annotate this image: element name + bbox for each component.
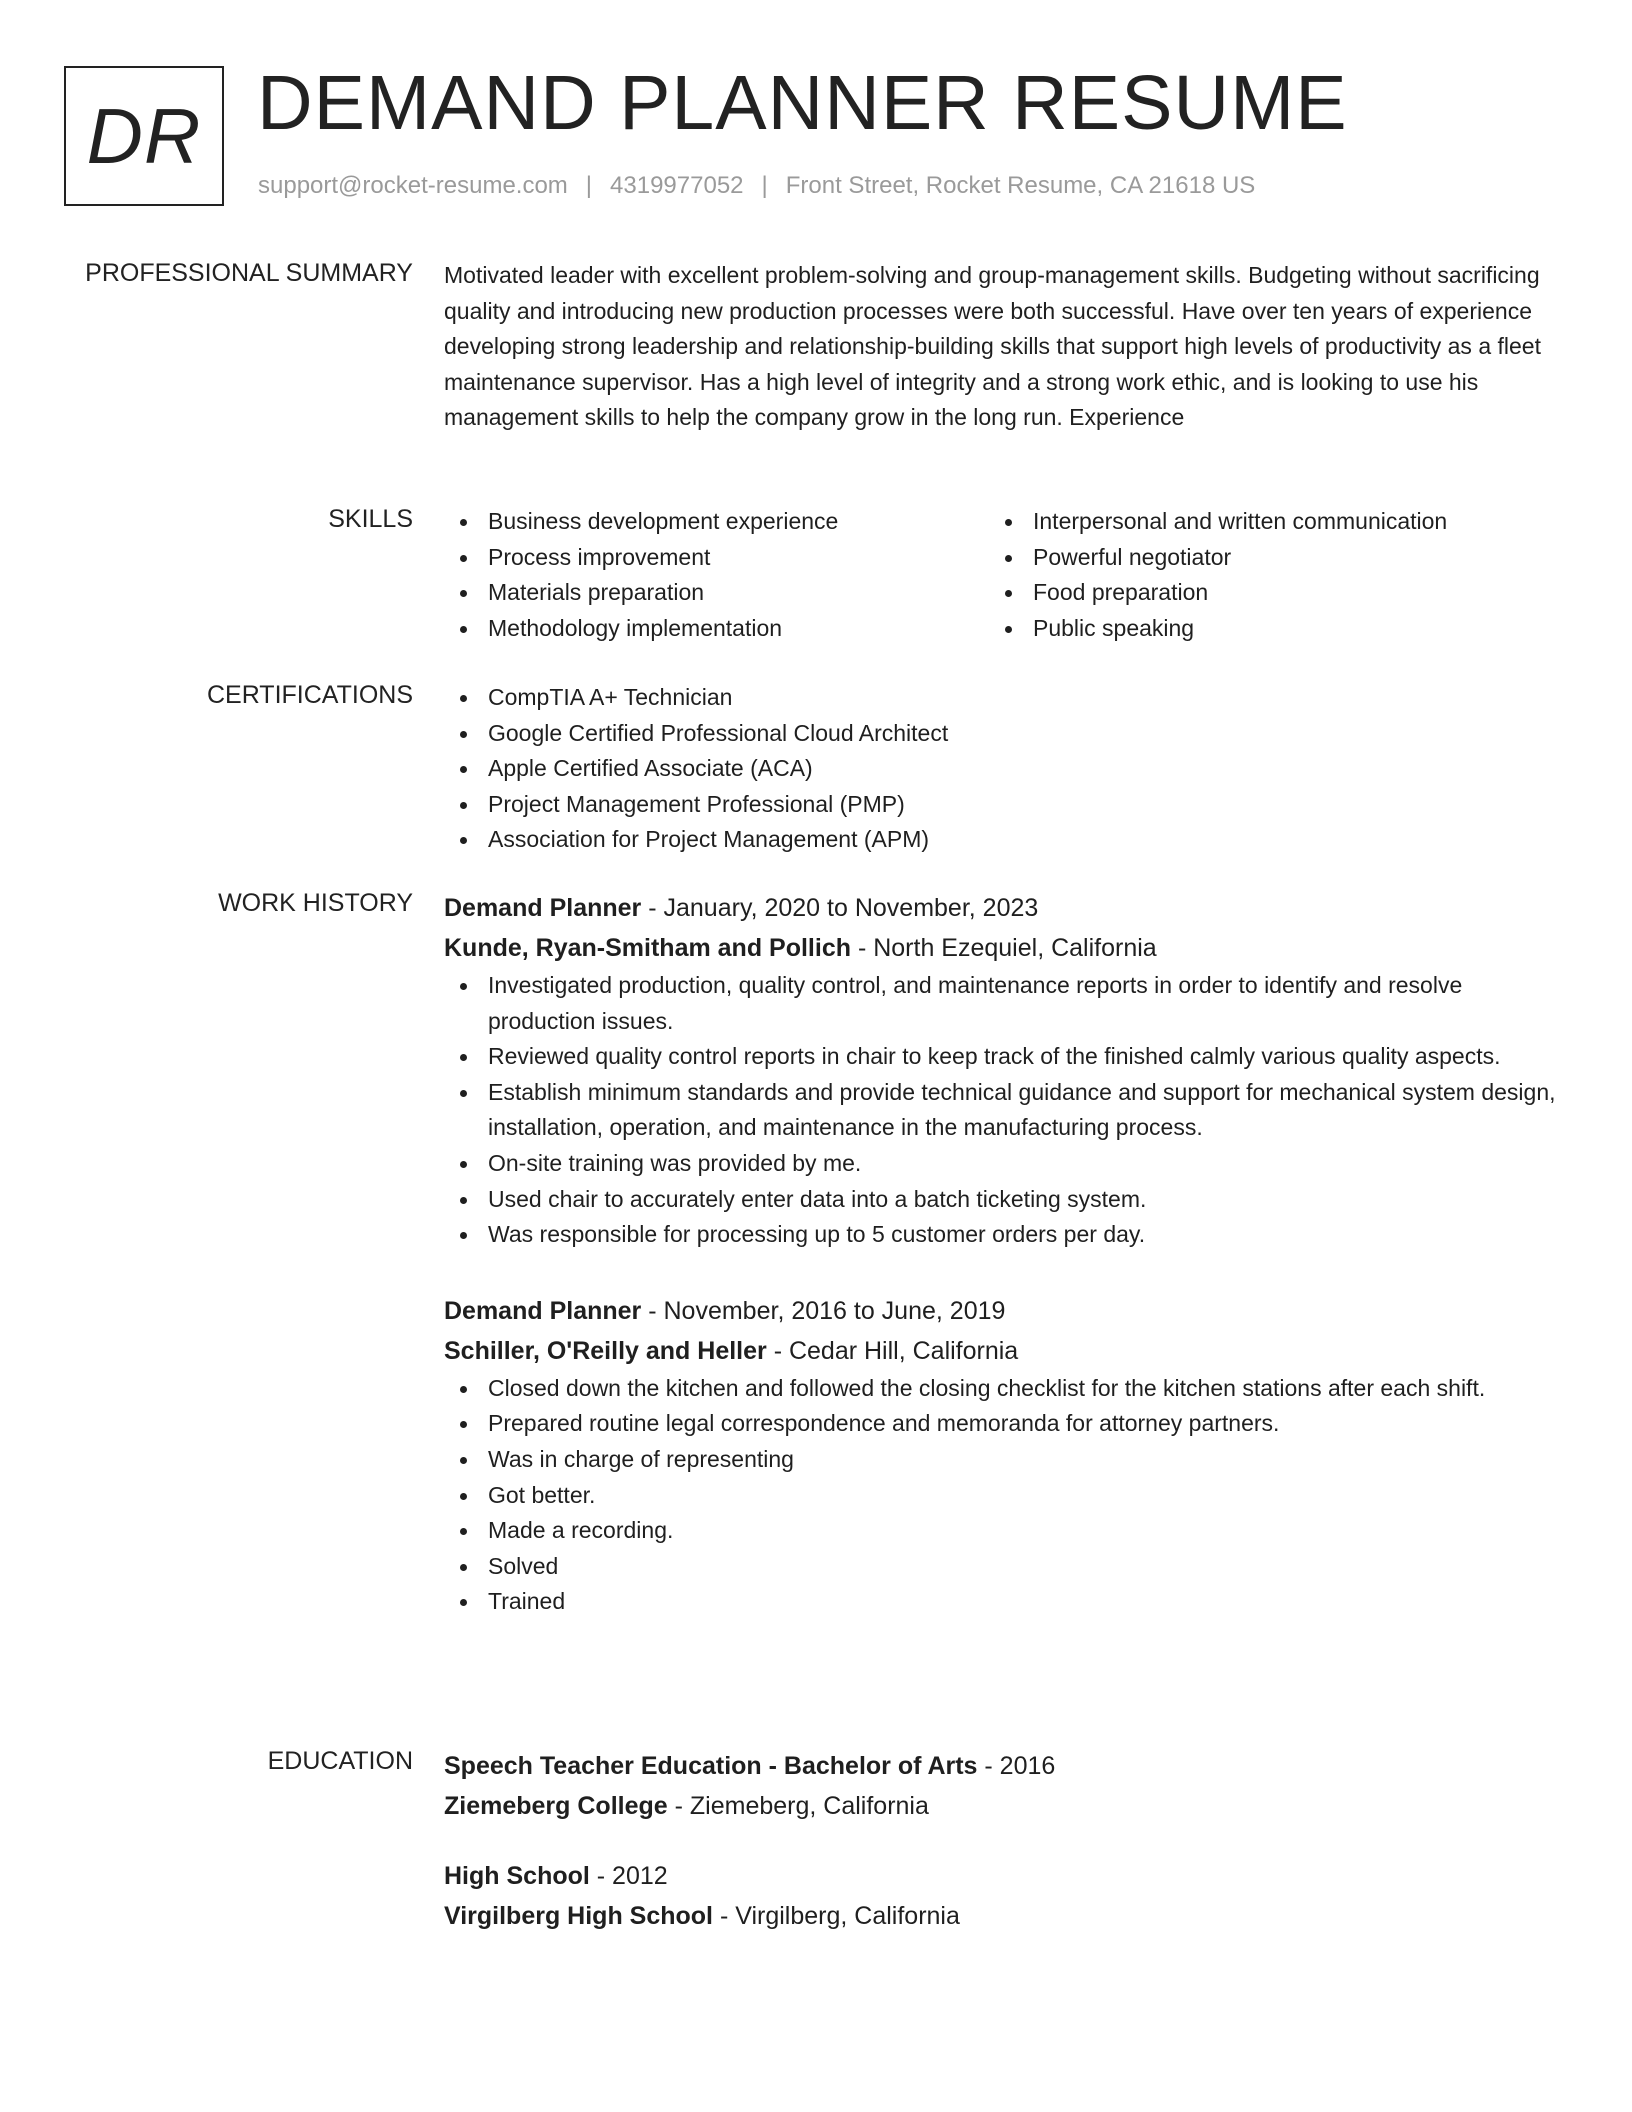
skills-list-right [989, 504, 1534, 646]
skills-list-left [444, 504, 989, 646]
job-title: Demand Planner [444, 894, 642, 922]
resume-title: DEMAND PLANNER RESUME [257, 60, 1348, 146]
summary-text: Motivated leader with excellent problem-solving and group-management skills. Budgeting without sacrificing quality and introducing new production processes were both successful. Have over ten years of experience developing strong leadership and relationship-building skills that support high levels of productivity as a fleet maintenance supervisor. Has a high level of integrity and a strong work ethic, and is looking to use his management skills to help the company grow in the long run. Experience [444, 262, 1541, 431]
skill-item: Business development experience [444, 504, 989, 540]
job-bullet: Closed down the kitchen and followed the closing checklist for the kitchen stations after each shift. [444, 1371, 1559, 1407]
job-bullet-list [444, 1371, 1559, 1620]
education-degree: High School [444, 1862, 590, 1890]
monogram: DR [64, 66, 224, 206]
section-label-skills: SKILLS [328, 505, 413, 533]
certification-item: Project Management Professional (PMP) [444, 787, 1559, 823]
job-company-line [444, 928, 1559, 968]
skills-body [444, 504, 1559, 646]
education-body [444, 1746, 1559, 1966]
job-bullet: Reviewed quality control reports in chair to keep track of the finished calmly various quality aspects. [444, 1039, 1559, 1075]
job-title-line [444, 888, 1559, 928]
skill-item: Process improvement [444, 540, 989, 576]
contact-separator: | [585, 172, 593, 199]
certifications-body [444, 680, 1559, 858]
education-degree-line [444, 1746, 1559, 1786]
certification-item: CompTIA A+ Technician [444, 680, 1559, 716]
job-bullet: Investigated production, quality control, and maintenance reports in order to identify and resolve production issues. [444, 968, 1559, 1039]
job-company: Kunde, Ryan-Smitham and Pollich [444, 934, 851, 962]
education-location: - Virgilberg, California [713, 1902, 960, 1930]
job-company: Schiller, O'Reilly and Heller [444, 1336, 767, 1365]
skill-item: Food preparation [989, 575, 1534, 611]
education-degree: Speech Teacher Education - Bachelor of Arts [444, 1752, 978, 1780]
contact-separator: | [761, 172, 768, 199]
job-bullet: Used chair to accurately enter data into a batch ticketing system. [444, 1182, 1559, 1218]
job-bullet: On-site training was provided by me. [444, 1146, 1559, 1182]
job-location: - Cedar Hill, California [766, 1336, 1019, 1365]
job-entry [444, 888, 1559, 1253]
section-label-summary: PROFESSIONAL SUMMARY [85, 259, 413, 287]
education-year: - 2012 [589, 1862, 668, 1890]
job-location: - North Ezequiel, California [851, 934, 1157, 962]
education-degree-line [444, 1856, 1559, 1896]
education-year: - 2016 [977, 1752, 1056, 1780]
summary-body [444, 258, 1559, 436]
skill-item: Public speaking [989, 611, 1534, 647]
education-school-line [444, 1786, 1559, 1826]
education-location: - Ziemeberg, California [667, 1792, 929, 1820]
skill-item: Interpersonal and written communication [989, 504, 1534, 540]
education-entry [444, 1746, 1559, 1826]
job-bullet: Establish minimum standards and provide technical guidance and support for mechanical system design, installation, operation, and maintenance in the manufacturing process. [444, 1075, 1559, 1146]
section-label-work-history: WORK HISTORY [218, 889, 413, 917]
skill-item: Materials preparation [444, 575, 989, 611]
skill-item: Methodology implementation [444, 611, 989, 647]
job-bullet: Trained [444, 1584, 1559, 1620]
job-entry [444, 1291, 1559, 1620]
job-bullet: Solved [444, 1549, 1559, 1585]
certification-item: Apple Certified Associate (ACA) [444, 751, 1559, 787]
education-school-line [444, 1896, 1559, 1936]
job-bullet: Got better. [444, 1478, 1559, 1514]
education-school: Virgilberg High School [444, 1902, 714, 1930]
job-bullet: Made a recording. [444, 1513, 1559, 1549]
job-dates: - November, 2016 to June, 2019 [641, 1296, 1006, 1325]
job-bullet: Was responsible for processing up to 5 customer orders per day. [444, 1217, 1559, 1253]
work-history-body [444, 888, 1559, 1658]
job-company-line [444, 1331, 1559, 1371]
contact-phone[interactable]: 4319977052 [610, 172, 744, 199]
certifications-list [444, 680, 1559, 858]
education-school: Ziemeberg College [444, 1792, 668, 1820]
contact-email[interactable]: support@rocket-resume.com [258, 172, 568, 199]
job-bullet-list [444, 968, 1559, 1253]
job-title-line [444, 1291, 1559, 1331]
certification-item: Google Certified Professional Cloud Architect [444, 716, 1559, 752]
contact-address: Front Street, Rocket Resume, CA 21618 US [785, 172, 1256, 199]
section-label-certifications: CERTIFICATIONS [206, 681, 413, 709]
education-entry [444, 1856, 1559, 1936]
job-dates: - January, 2020 to November, 2023 [641, 894, 1039, 922]
skill-item: Powerful negotiator [989, 540, 1534, 576]
job-bullet: Was in charge of representing [444, 1442, 1559, 1478]
job-bullet: Prepared routine legal correspondence and memoranda for attorney partners. [444, 1406, 1559, 1442]
contact-line [258, 172, 1255, 200]
certification-item: Association for Project Management (APM) [444, 822, 1559, 858]
section-label-education: EDUCATION [267, 1747, 413, 1775]
job-title: Demand Planner [444, 1296, 642, 1325]
